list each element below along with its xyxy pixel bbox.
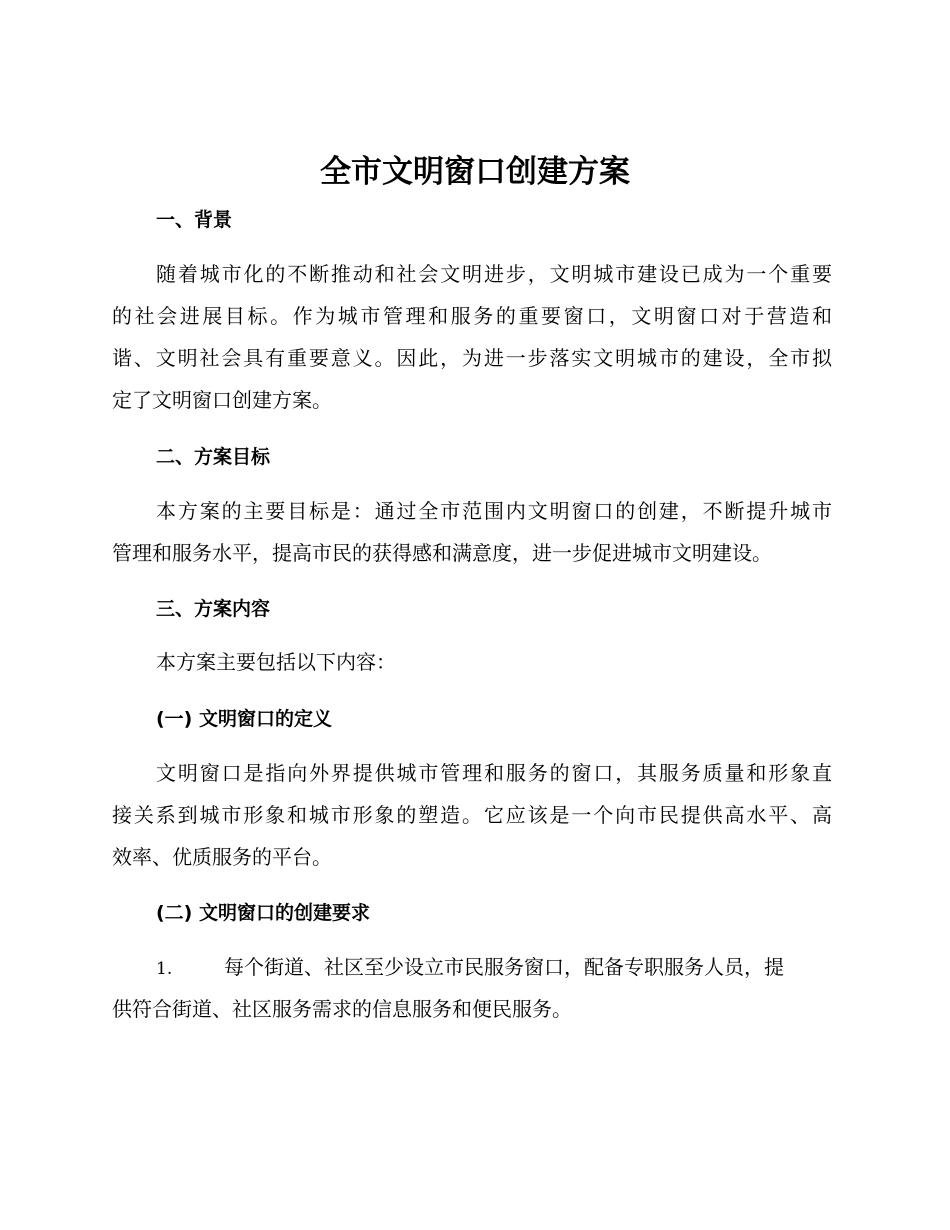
goal-paragraph: [112, 490, 832, 574]
paragraph-line: 接关系到城市形象和城市形象的塑造。它应该是一个向市民提供高水平、高: [112, 803, 832, 827]
paragraph-line: 定了文明窗口创建方案。: [112, 388, 332, 412]
list-item-text: 每个街道、社区至少设立市民服务窗口，配备专职服务人员，提: [224, 955, 784, 979]
list-item-number: 1.: [156, 959, 173, 979]
list-item-first-line: [112, 946, 832, 988]
requirement-item-1: [112, 946, 832, 1030]
subsection-heading-definition: (一) 文明窗口的定义: [156, 708, 332, 730]
paragraph-line: 管理和服务水平，提高市民的获得感和满意度，进一步促进城市文明建设。: [112, 541, 772, 565]
section-heading-background: 一、背景: [156, 209, 233, 231]
content-intro: [112, 641, 832, 683]
paragraph-line: 本方案主要包括以下内容：: [156, 650, 396, 674]
paragraph-line: 谐、文明社会具有重要意义。因此，为进一步落实文明城市的建设，全市拟: [112, 346, 832, 370]
background-paragraph: [112, 253, 832, 421]
paragraph-line: 效率、优质服务的平台。: [112, 845, 332, 869]
paragraph-line: 文明窗口是指向外界提供城市管理和服务的窗口，其服务质量和形象直: [156, 761, 832, 785]
paragraph-line: 随着城市化的不断推动和社会文明进步，文明城市建设已成为一个重要: [156, 262, 832, 286]
section-heading-content: 三、方案内容: [156, 598, 271, 620]
definition-paragraph: [112, 752, 832, 878]
document-title: 全市文明窗口创建方案: [320, 154, 630, 190]
paragraph-line: 本方案的主要目标是：通过全市范围内文明窗口的创建，不断提升城市: [156, 499, 832, 523]
paragraph-line: 供符合街道、社区服务需求的信息服务和便民服务。: [112, 997, 572, 1021]
section-heading-goal: 二、方案目标: [156, 446, 271, 468]
subsection-heading-requirements: (二) 文明窗口的创建要求: [156, 902, 370, 924]
paragraph-line: 的社会进展目标。作为城市管理和服务的重要窗口，文明窗口对于营造和: [112, 304, 832, 328]
